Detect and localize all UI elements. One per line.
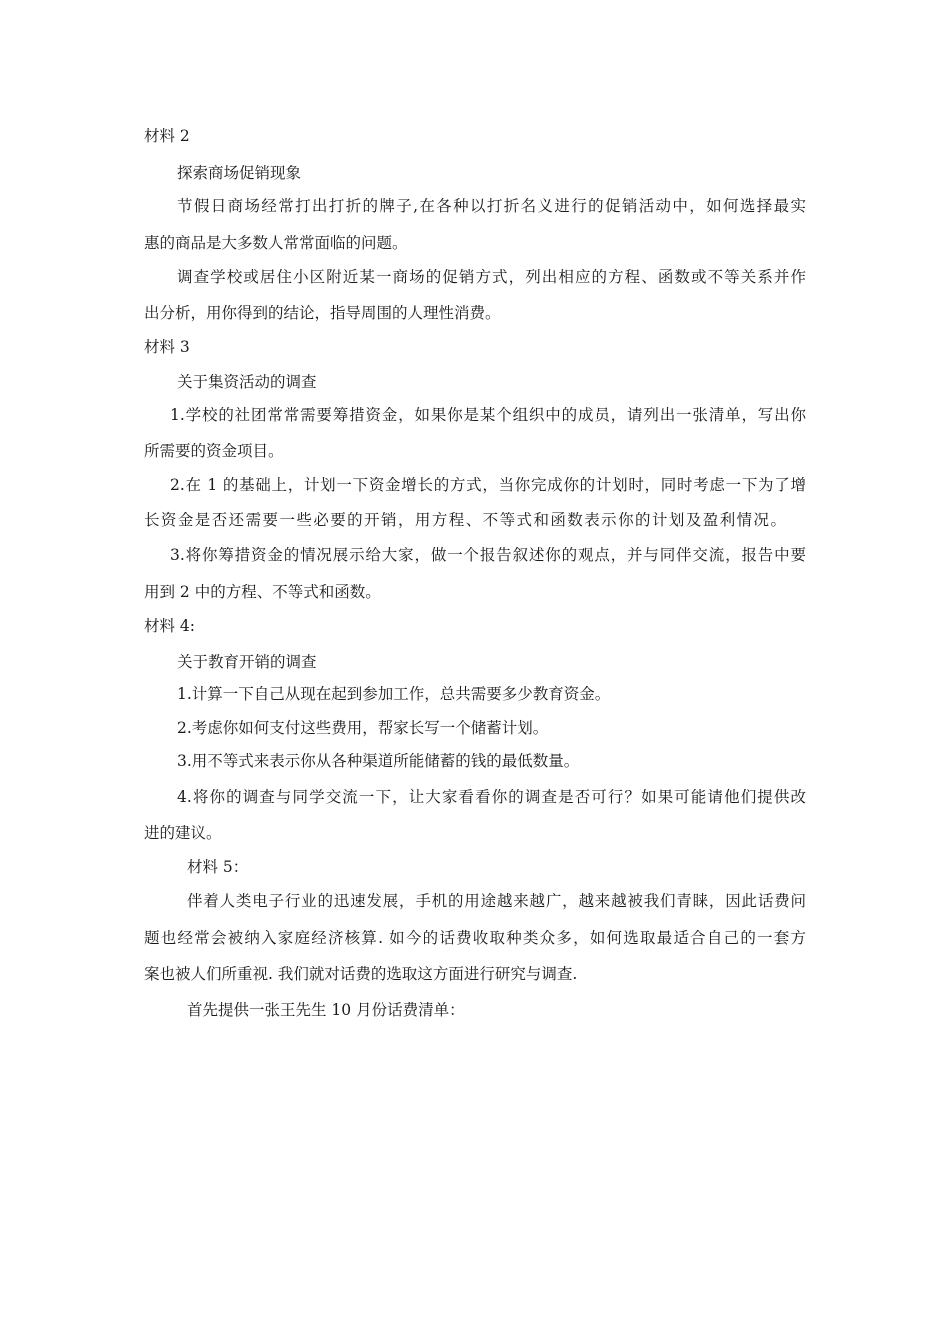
material-2-paragraph-1-line-2: 惠的商品是大多数人常常面临的问题。 [144, 234, 408, 252]
material-2-title: 探索商场促销现象 [177, 164, 302, 182]
material-3-item-1-line-1: 1.学校的社团常常需要筹措资金，如果你是某个组织中的成员，请列出一张清单，写出你 [170, 406, 806, 424]
material-3-title: 关于集资活动的调查 [177, 373, 317, 391]
material-5-heading: 材料 5： [187, 858, 249, 876]
material-5-paragraph-1-line-1: 伴着人类电子行业的迅速发展，手机的用途越来越广，越来越被我们青睐，因此话费问 [187, 892, 806, 910]
material-4-heading: 材料 4: [144, 617, 196, 635]
material-5-paragraph-2: 首先提供一张王先生 10 月份话费清单： [187, 1001, 465, 1019]
material-3-item-3-line-2: 用到 2 中的方程、不等式和函数。 [144, 583, 381, 601]
material-2-paragraph-2-line-1: 调查学校或居住小区附近某一商场的促销方式，列出相应的方程、函数或不等关系并作 [177, 268, 806, 286]
material-3-item-3-line-1: 3.将你筹措资金的情况展示给大家，做一个报告叙述你的观点，并与同伴交流，报告中要 [170, 546, 806, 564]
material-2-paragraph-1-line-1: 节假日商场经常打出打折的牌子,在各种以打折名义进行的促销活动中，如何选择最实 [177, 197, 806, 215]
material-4-item-1: 1.计算一下自己从现在起到参加工作，总共需要多少教育资金。 [177, 685, 611, 703]
material-3-heading: 材料 3 [144, 338, 190, 356]
material-5-paragraph-1-line-3: 案也被人们所重视. 我们就对话费的选取这方面进行研究与调查. [144, 965, 578, 983]
material-4-item-4-line-2: 进的建议。 [144, 824, 222, 842]
material-4-title: 关于教育开销的调查 [177, 653, 317, 671]
material-5-paragraph-1-line-2: 题也经常会被纳入家庭经济核算. 如今的话费收取种类众多，如何选取最适合自己的一套方 [144, 929, 806, 947]
material-2-heading: 材料 2 [144, 127, 190, 145]
material-3-item-2-line-1: 2.在 1 的基础上，计划一下资金增长的方式，当你完成你的计划时，同时考虑一下为了增 [170, 476, 806, 494]
material-3-item-2-line-2: 长资金是否还需要一些必要的开销，用方程、不等式和函数表示你的计划及盈利情况。 [144, 511, 786, 529]
material-3-item-1-line-2: 所需要的资金项目。 [144, 442, 284, 460]
material-4-item-3: 3.用不等式来表示你从各种渠道所能储蓄的钱的最低数量。 [177, 752, 580, 770]
material-4-item-4-line-1: 4.将你的调查与同学交流一下，让大家看看你的调查是否可行？如果可能请他们提供改 [177, 788, 806, 806]
material-2-paragraph-2-line-2: 出分析，用你得到的结论，指导周围的人理性消费。 [144, 304, 501, 322]
material-4-item-2: 2.考虑你如何支付这些费用，帮家长写一个储蓄计划。 [177, 719, 549, 737]
